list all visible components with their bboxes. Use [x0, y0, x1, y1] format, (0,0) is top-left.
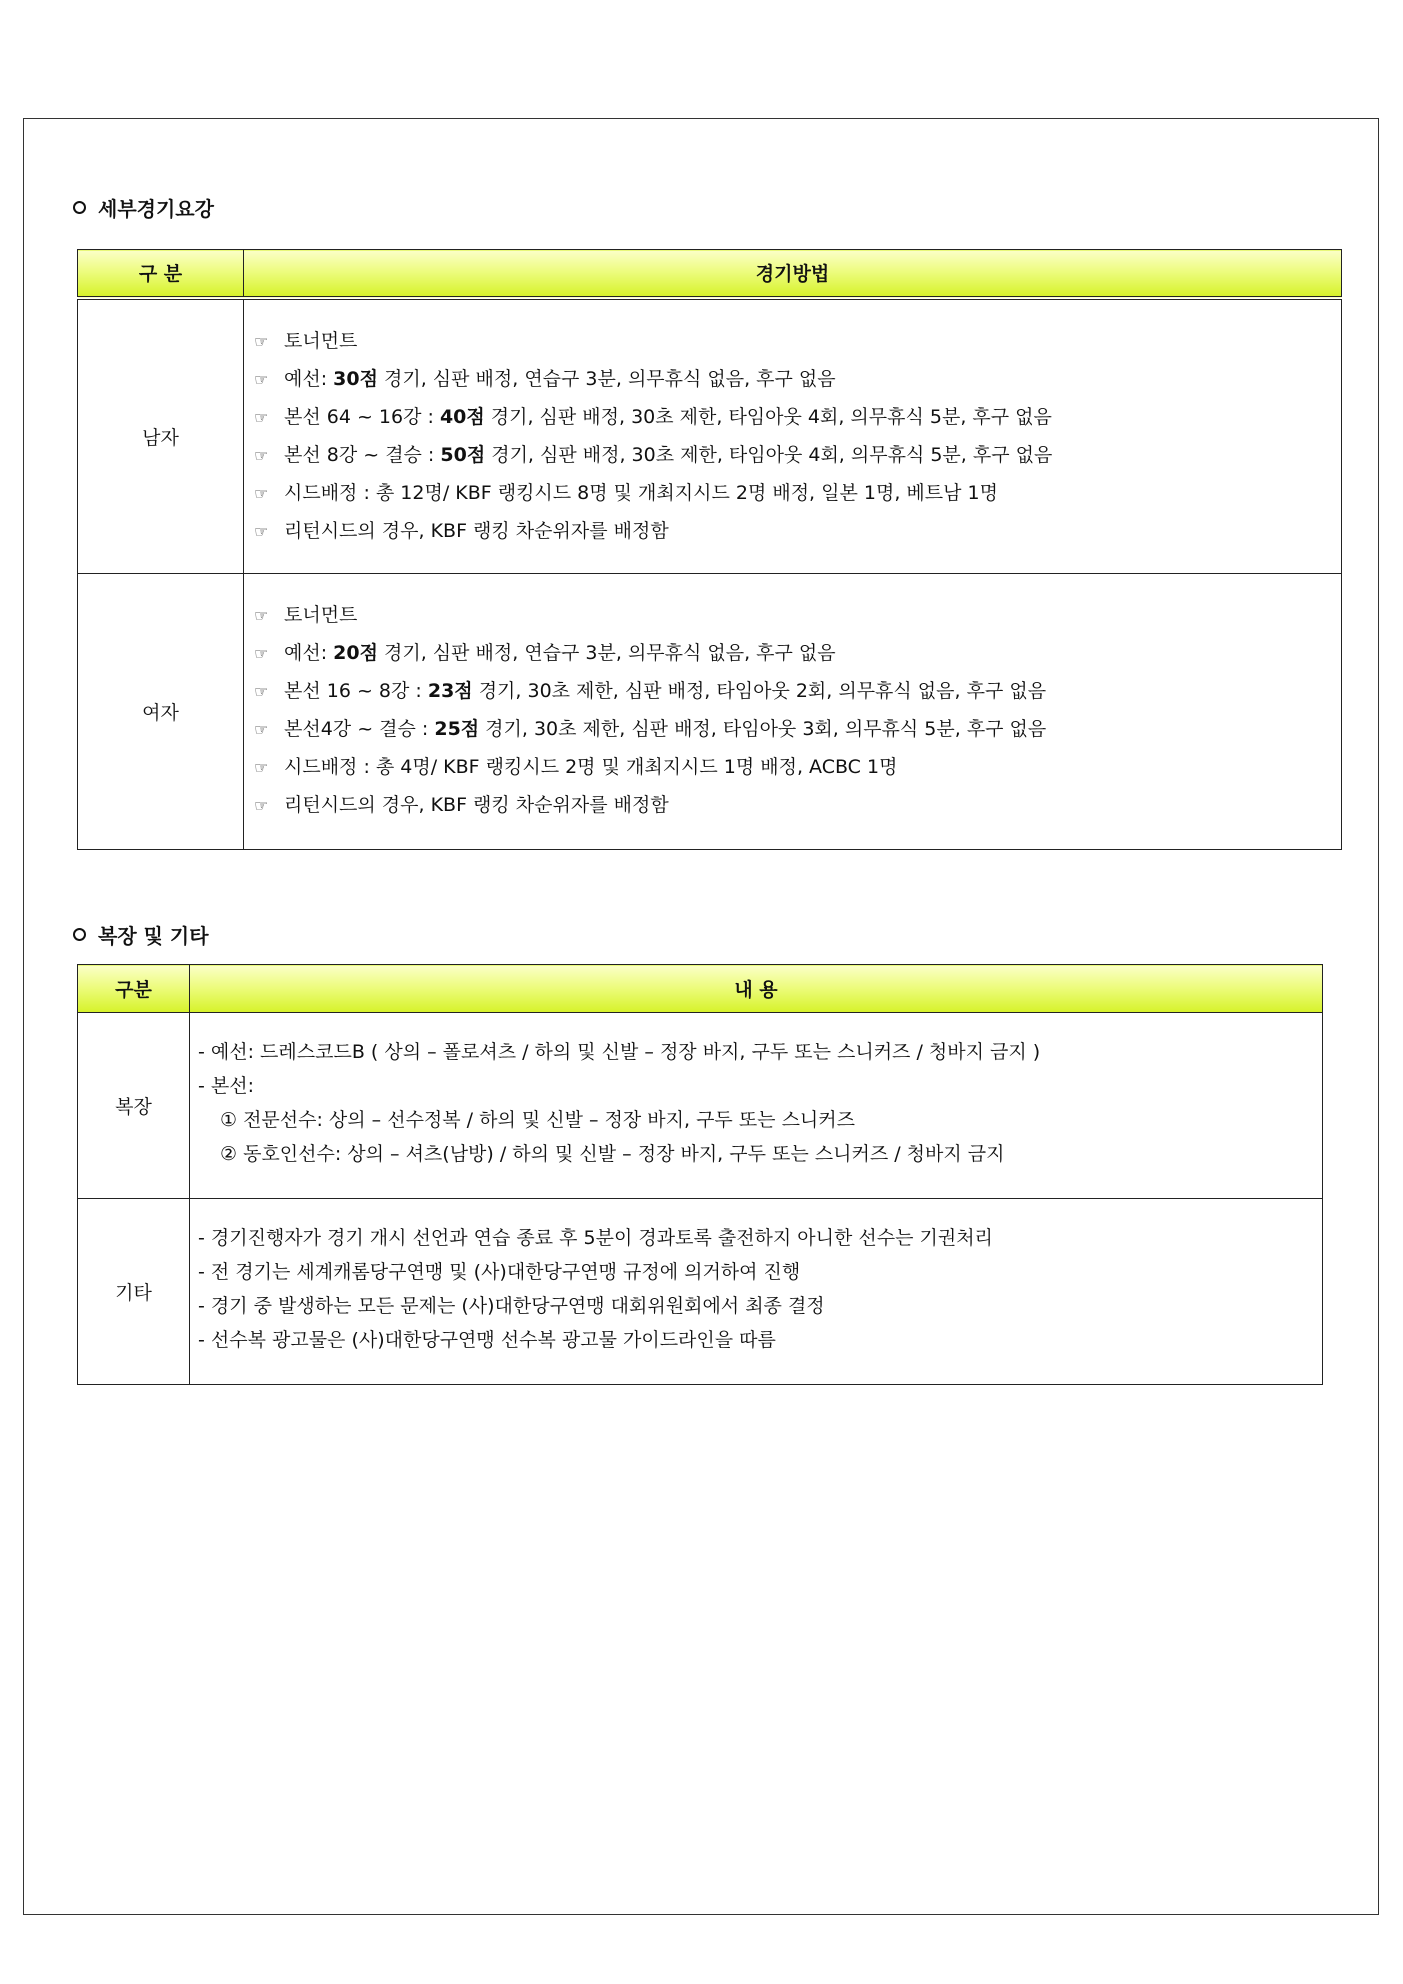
rule-line: ☞ 본선4강 ~ 결승 : 25점 경기, 30초 제한, 심판 배정, 타임아웃 3회, 의무휴식 5분, 후구 없음: [254, 710, 1341, 748]
pointing-hand-icon: ☞: [254, 521, 269, 541]
rule-line: ☞ 예선: 30점 경기, 심판 배정, 연습구 3분, 의무휴식 없음, 후구 없음: [254, 360, 1341, 398]
list-item: - 예선: 드레스코드B ( 상의 – 폴로셔츠 / 하의 및 신발 – 정장 바지, 구두 또는 스니커즈 / 청바지 금지 ): [198, 1041, 1041, 1063]
rule-line: ☞ 예선: 20점 경기, 심판 배정, 연습구 3분, 의무휴식 없음, 후구 없음: [254, 634, 1341, 672]
pointing-hand-icon: ☞: [254, 682, 269, 701]
list-item: - 경기진행자가 경기 개시 선언과 연습 종료 후 5분이 경과토록 출전하지 아니한 선수는 기권처리: [198, 1227, 993, 1249]
pointing-hand-icon: ☞: [254, 369, 269, 389]
content-cell: [190, 1199, 1323, 1385]
header-method: 경기방법: [244, 250, 1342, 298]
pointing-hand-icon: ☞: [254, 445, 269, 465]
pointing-hand-icon: ☞: [254, 483, 269, 503]
header-category: 구 분: [78, 250, 244, 298]
table-row: [78, 1013, 1323, 1199]
attire-table: [77, 964, 1323, 1385]
list-item: ② 동호인선수: 상의 – 셔츠(남방) / 하의 및 신발 – 정장 바지, 구두 또는 스니커즈 / 청바지 금지: [220, 1143, 1005, 1165]
pointing-hand-icon: ☞: [254, 644, 269, 663]
method-cell: [244, 298, 1342, 574]
table-row: [78, 298, 1342, 574]
pointing-hand-icon: ☞: [254, 331, 269, 351]
pointing-hand-icon: ☞: [254, 606, 269, 625]
header-category: 구분: [78, 965, 190, 1013]
rule-line: ☞ 리턴시드의 경우, KBF 랭킹 차순위자를 배정함: [254, 512, 1341, 550]
pointing-hand-icon: ☞: [254, 407, 269, 427]
header-content: 내 용: [190, 965, 1323, 1013]
pointing-hand-icon: ☞: [254, 720, 269, 739]
section-title: 복장 및 기타: [98, 924, 209, 948]
rule-line: ☞ 본선 16 ~ 8강 : 23점 경기, 30초 제한, 심판 배정, 타임아웃 2회, 의무휴식 없음, 후구 없음: [254, 672, 1341, 710]
category-cell: 여자: [78, 574, 244, 850]
table-row: [78, 574, 1342, 850]
rule-line: ☞ 토너먼트: [254, 596, 1341, 634]
category-cell: 남자: [78, 298, 244, 574]
circle-bullet-icon: [73, 201, 86, 214]
method-cell: [244, 574, 1342, 850]
pointing-hand-icon: ☞: [254, 758, 269, 777]
list-item: - 전 경기는 세계캐롬당구연맹 및 (사)대한당구연맹 규정에 의거하여 진행: [198, 1261, 801, 1283]
rule-line: ☞ 본선 64 ~ 16강 : 40점 경기, 심판 배정, 30초 제한, 타임아웃 4회, 의무휴식 5분, 후구 없음: [254, 398, 1341, 436]
pointing-hand-icon: ☞: [254, 796, 269, 815]
rule-line: ☞ 토너먼트: [254, 322, 1341, 360]
rules-table: [77, 249, 1342, 850]
list-item: ① 전문선수: 상의 – 선수정복 / 하의 및 신발 – 정장 바지, 구두 또는 스니커즈: [220, 1109, 855, 1131]
section-heading-attire: [73, 920, 209, 949]
section-heading-rules: [73, 193, 214, 222]
rule-line: ☞ 시드배정 : 총 12명/ KBF 랭킹시드 8명 및 개최지시드 2명 배정, 일본 1명, 베트남 1명: [254, 474, 1341, 512]
table-row: [78, 1199, 1323, 1385]
category-cell: 기타: [78, 1199, 190, 1385]
rule-line: ☞ 리턴시드의 경우, KBF 랭킹 차순위자를 배정함: [254, 786, 1341, 824]
category-cell: 복장: [78, 1013, 190, 1199]
rule-line: ☞ 시드배정 : 총 4명/ KBF 랭킹시드 2명 및 개최지시드 1명 배정, ACBC 1명: [254, 748, 1341, 786]
list-item: - 경기 중 발생하는 모든 문제는 (사)대한당구연맹 대회위원회에서 최종 결정: [198, 1295, 825, 1317]
section-title: 세부경기요강: [98, 197, 214, 221]
list-item: - 선수복 광고물은 (사)대한당구연맹 선수복 광고물 가이드라인을 따름: [198, 1329, 776, 1351]
list-item: - 본선:: [198, 1075, 255, 1097]
circle-bullet-icon: [73, 928, 86, 941]
content-cell: [190, 1013, 1323, 1199]
rule-line: ☞ 본선 8강 ~ 결승 : 50점 경기, 심판 배정, 30초 제한, 타임아웃 4회, 의무휴식 5분, 후구 없음: [254, 436, 1341, 474]
